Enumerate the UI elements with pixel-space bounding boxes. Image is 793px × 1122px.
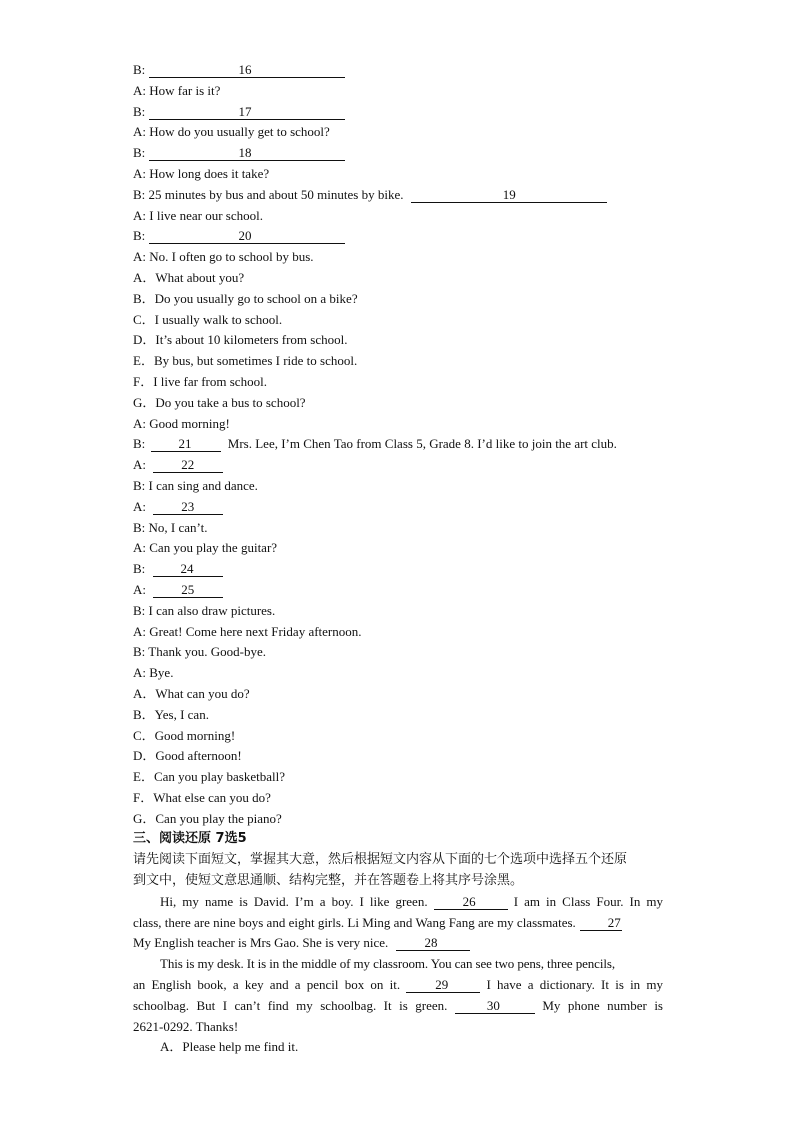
speaker-label: A: — [133, 165, 146, 181]
passage-line — [133, 933, 663, 954]
dialog2-line-25 — [133, 580, 663, 601]
speaker-label: A: — [133, 581, 146, 597]
dialog-text: How far is it? — [149, 82, 221, 98]
option-item: D．It’s about 10 kilometers from school. — [133, 332, 348, 348]
blank-number: 20 — [238, 228, 252, 244]
section-heading: 三、阅读还原 7选5 — [133, 831, 247, 847]
blank-number: 17 — [238, 103, 252, 119]
option-item: E．Can you play basketball? — [133, 769, 285, 785]
option-item: B．Yes, I can. — [133, 706, 209, 722]
option-item: G．Can you play the piano? — [133, 810, 282, 826]
passage-text: I have a dictionary. It is in my — [486, 977, 664, 993]
answer-blank-23[interactable] — [153, 499, 223, 515]
answer-blank-19[interactable] — [411, 187, 607, 203]
passage-text: schoolbag. But I can’t find my schoolbag. It is green. — [133, 997, 448, 1013]
answer-blank-20[interactable] — [149, 228, 345, 244]
dialog1-line-18 — [133, 143, 663, 164]
dialog2-line: A: Great! Come here next Friday afternoon. — [133, 623, 362, 639]
answer-blank-22[interactable] — [153, 457, 223, 473]
speaker-label: A: — [133, 249, 146, 265]
speaker-label: B: — [133, 145, 146, 161]
passage-text: class, there are nine boys and eight girls. Li Ming and Wang Fang are my classmates. — [133, 914, 576, 930]
blank-number: 22 — [181, 457, 195, 473]
passage-line — [133, 892, 663, 913]
passage-text: an English book, a key and a pencil box on it. — [133, 977, 401, 993]
blank-number: 18 — [238, 145, 252, 161]
dialog2-line: B: I can also draw pictures. — [133, 602, 276, 618]
passage-text: Hi, my name is David. I’m a boy. I like green. — [160, 893, 428, 909]
passage-line — [133, 954, 663, 975]
option-item: C．I usually walk to school. — [133, 311, 283, 327]
dialog1-line — [133, 122, 663, 143]
answer-blank-17[interactable] — [149, 104, 345, 120]
passage-text: This is my desk. It is in the middle of my classroom. You can see two pens, three pencils, — [160, 956, 615, 972]
blank-number: 27 — [607, 914, 621, 930]
dialog-text: Mrs. Lee, I’m Chen Tao from Class 5, Grade 8. I’d like to join the art club. — [227, 436, 617, 452]
passage-text: My phone number is — [542, 997, 663, 1013]
blank-number: 19 — [502, 186, 516, 202]
speaker-label: A: — [133, 82, 146, 98]
blank-number: 30 — [486, 997, 500, 1013]
blank-number: 26 — [462, 893, 476, 909]
document-page — [133, 60, 663, 1058]
passage-text: I am in Class Four. In my — [513, 893, 664, 909]
dialog1-line — [133, 81, 663, 102]
dialog2-line: A: Can you play the guitar? — [133, 540, 278, 556]
speaker-label: B: — [133, 436, 146, 452]
dialog2-line-24 — [133, 559, 663, 580]
dialog2-line: A: Bye. — [133, 665, 174, 681]
instruction-text: 到文中，使短文意思通顺、结构完整，并在答题卷上将其序号涂黑。 — [133, 873, 524, 889]
speaker-label: B: — [133, 561, 146, 577]
blank-number: 21 — [178, 436, 192, 452]
blank-number: 29 — [435, 977, 449, 993]
instruction-text: 请先阅读下面短文，掌握其大意，然后根据短文内容从下面的七个选项中选择五个还原 — [133, 852, 628, 868]
answer-blank-21[interactable] — [151, 436, 221, 452]
dialog1-line-16 — [133, 60, 663, 81]
option-item: C．Good morning! — [133, 727, 236, 743]
option-item: F．What else can you do? — [133, 789, 271, 805]
dialog1-line-17 — [133, 102, 663, 123]
option-item: G．Do you take a bus to school? — [133, 394, 306, 410]
speaker-label: A: — [133, 124, 146, 140]
blank-number: 24 — [180, 561, 194, 577]
dialog2-line-23 — [133, 497, 663, 518]
dialog-text: I live near our school. — [149, 207, 263, 223]
speaker-label: A: — [133, 498, 146, 514]
passage-line — [133, 975, 663, 996]
dialog1-line — [133, 164, 663, 185]
passage-line — [133, 996, 663, 1017]
dialog2-line: B: I can sing and dance. — [133, 477, 258, 493]
blank-number: 25 — [181, 581, 195, 597]
dialog-text: How long does it take? — [149, 165, 270, 181]
speaker-label: A: — [133, 457, 146, 473]
answer-blank-28[interactable] — [396, 935, 470, 951]
option-item: B．Do you usually go to school on a bike? — [133, 290, 358, 306]
option-item: F．I live far from school. — [133, 373, 267, 389]
answer-blank-29[interactable] — [406, 977, 480, 993]
dialog-text: How do you usually get to school? — [149, 124, 330, 140]
speaker-label: B: — [133, 228, 146, 244]
blank-number: 23 — [181, 498, 195, 514]
option-item: E．By bus, but sometimes I ride to school. — [133, 353, 358, 369]
option-item: A．What about you? — [133, 269, 245, 285]
dialog2-line-22 — [133, 455, 663, 476]
answer-blank-25[interactable] — [153, 582, 223, 598]
answer-blank-16[interactable] — [149, 62, 345, 78]
option-item: A．Please help me find it. — [160, 1039, 299, 1055]
dialog1-line-19 — [133, 185, 663, 206]
dialog2-line-21 — [133, 434, 663, 455]
speaker-label: B: — [133, 103, 146, 119]
blank-number: 16 — [238, 62, 252, 77]
dialog2-line: B: Thank you. Good-bye. — [133, 644, 266, 660]
option-item: A．What can you do? — [133, 685, 250, 701]
dialog1-line — [133, 247, 663, 268]
dialog-text: No. I often go to school by bus. — [149, 249, 314, 265]
blank-number: 28 — [424, 935, 438, 951]
answer-blank-24[interactable] — [153, 561, 223, 577]
speaker-label: B: — [133, 186, 146, 202]
answer-blank-30[interactable] — [455, 998, 535, 1014]
dialog-text: 25 minutes by bus and about 50 minutes by bike. — [148, 186, 404, 202]
dialog2-line: A: Good morning! — [133, 415, 230, 431]
dialog1-line-20 — [133, 226, 663, 247]
passage-text: 2621-0292. Thanks! — [133, 1018, 239, 1034]
passage-line — [133, 1017, 663, 1038]
passage-line — [133, 913, 663, 934]
answer-blank-27[interactable] — [580, 915, 622, 931]
dialog2-line: B: No, I can’t. — [133, 519, 208, 535]
dialog1-line — [133, 206, 663, 227]
answer-blank-18[interactable] — [149, 145, 345, 161]
speaker-label: A: — [133, 207, 146, 223]
answer-blank-26[interactable] — [434, 894, 508, 910]
speaker-label: B: — [133, 62, 146, 77]
passage-text: My English teacher is Mrs Gao. She is very nice. — [133, 935, 389, 951]
option-item: D．Good afternoon! — [133, 748, 242, 764]
